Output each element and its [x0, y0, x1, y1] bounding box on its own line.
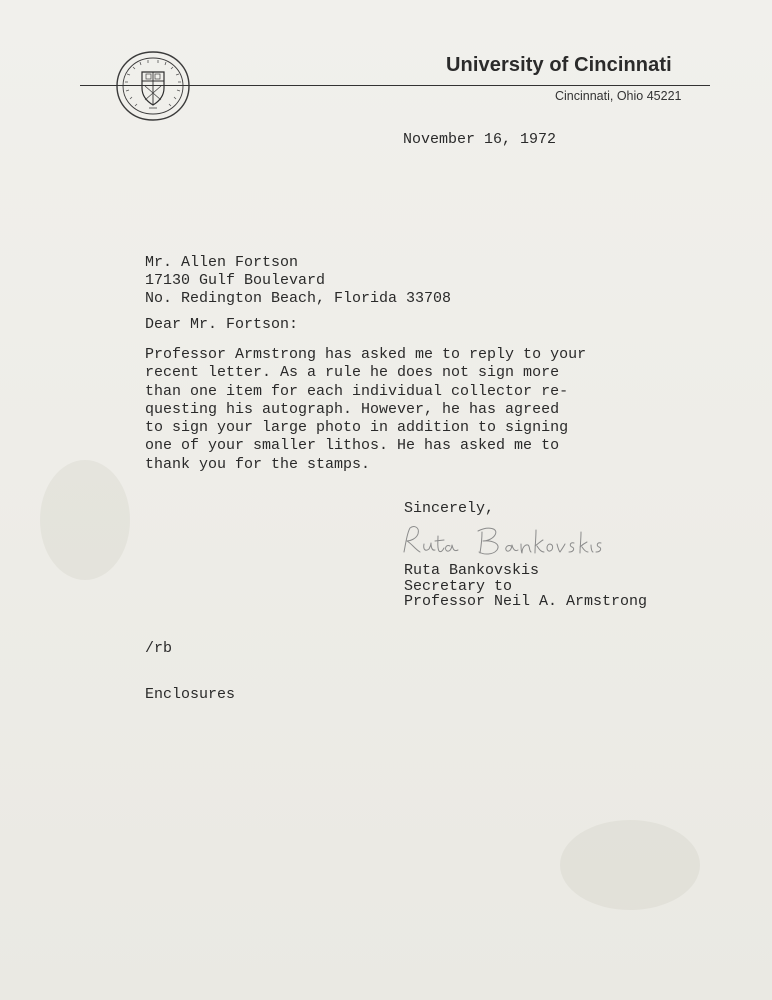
letter-body: [145, 346, 586, 474]
paper-stain: [560, 820, 700, 910]
paper-stain: [40, 460, 130, 580]
recipient-line: 17130 Gulf Boulevard: [145, 272, 326, 289]
typist-initials: /rb: [145, 640, 173, 657]
body-line: thank you for the stamps.: [145, 455, 371, 473]
signer-title: Professor Neil A. Armstrong: [404, 593, 648, 610]
institution-address: Cincinnati, Ohio 45221: [555, 89, 682, 103]
body-line: to sign your large photo in addition to signing: [145, 419, 569, 437]
signer-title: Secretary to: [404, 577, 513, 595]
institution-name: University of Cincinnati: [446, 54, 672, 76]
salutation: Dear Mr. Fortson:: [145, 316, 299, 333]
closing: Sincerely,: [404, 500, 495, 517]
body-line: one of your smaller lithos. He has asked me to: [145, 437, 560, 455]
body-line: Professor Armstrong has asked me to reply to your: [145, 346, 587, 363]
handwritten-signature: [398, 522, 603, 560]
enclosures-note: Enclosures: [145, 686, 236, 703]
body-line: recent letter. As a rule he does not sign more: [145, 364, 560, 382]
letter-date: November 16, 1972: [403, 131, 557, 148]
university-seal-icon: [113, 50, 193, 122]
signer-name: Ruta Bankovskis: [404, 562, 540, 579]
letterhead-rule: [80, 85, 710, 86]
recipient-line: No. Redington Beach, Florida 33708: [145, 290, 452, 307]
signer-block: [404, 562, 647, 609]
recipient-line: Mr. Allen Fortson: [145, 254, 299, 271]
body-line: questing his autograph. However, he has agreed: [145, 400, 560, 418]
recipient-address: [145, 254, 451, 308]
body-line: than one item for each individual collector re-: [145, 382, 569, 400]
